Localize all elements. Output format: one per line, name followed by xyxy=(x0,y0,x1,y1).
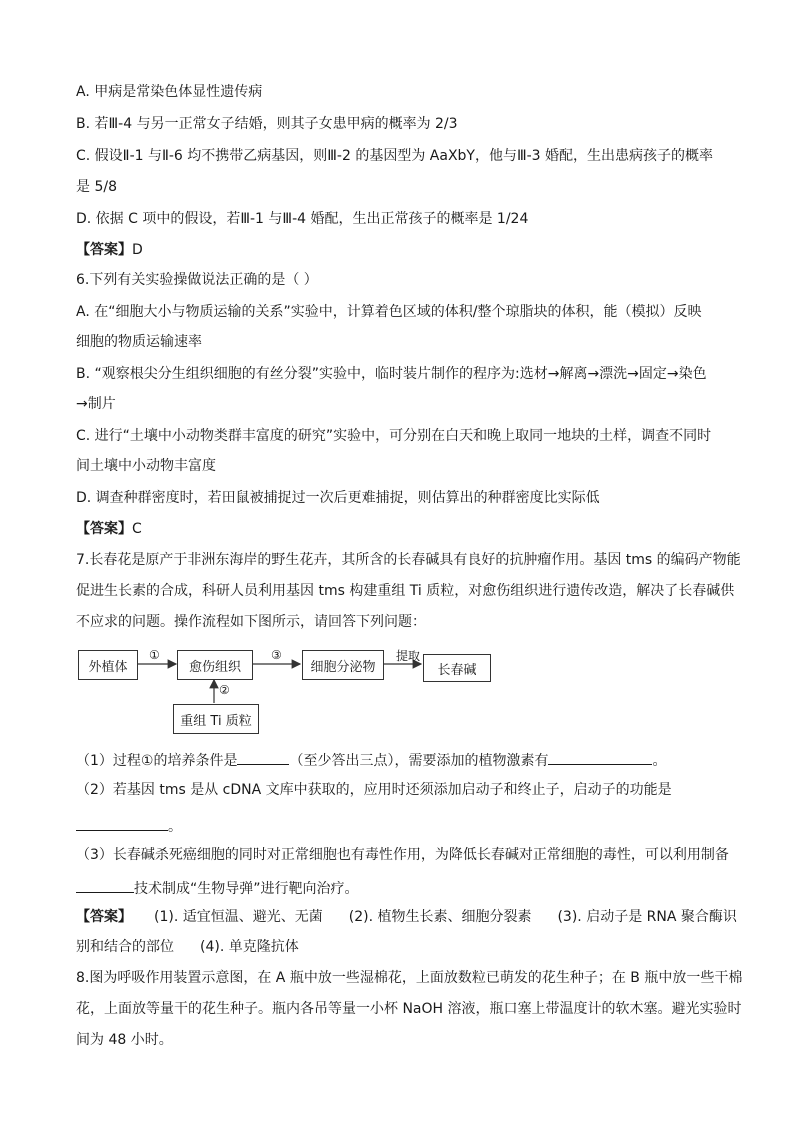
q6-option-d: D. 调查种群密度时，若田鼠被捕捉过一次后更难捕捉，则估算出的种群密度比实际低 xyxy=(76,490,600,506)
q7-answer-3a: (3). 启动子是 RNA 聚合酶识 xyxy=(557,909,737,925)
q7-answer-1: (1). 适宜恒温、避光、无菌 xyxy=(154,909,323,925)
q7-answer-3b: 别和结合的部位 xyxy=(76,939,174,955)
q7-sub3-end: 技术制成“生物导弹”进行靶向治疗。 xyxy=(134,881,359,897)
box-ti-plasmid: 重组 Ti 质粒 xyxy=(173,704,259,734)
step-label-1: ① xyxy=(149,648,160,662)
q8-line1: 8.图为呼吸作用装置示意图，在 A 瓶中放一些湿棉花，上面放数粒已萌发的花生种子；在 B 瓶中放一些干棉 xyxy=(76,970,743,986)
step-label-3: ③ xyxy=(271,648,282,662)
q7-sub1-part-b: （至少答出三点），需要添加的植物激素有 xyxy=(289,753,549,769)
answer-label: 【答案】 xyxy=(76,909,132,925)
q5-option-a: A. 甲病是常染色体显性遗传病 xyxy=(76,84,263,100)
q7-answer-4: (4). 单克隆抗体 xyxy=(200,939,299,955)
q5-option-c-line2: 是 5/8 xyxy=(76,179,117,195)
step-label-2: ② xyxy=(219,683,230,697)
box-explant: 外植体 xyxy=(78,650,138,680)
answer-label: 【答案】 xyxy=(76,242,132,258)
q7-answer-line2 xyxy=(76,937,299,957)
q5-option-d: D. 依据 C 项中的假设，若Ⅲ-1 与Ⅲ-4 婚配，生出正常孩子的概率是 1/24 xyxy=(76,211,529,227)
answer-value: C xyxy=(132,521,142,537)
answer-blank[interactable] xyxy=(76,814,168,831)
answer-blank[interactable] xyxy=(76,876,134,893)
q7-sub1-part-c: 。 xyxy=(652,753,667,769)
q7-stem-line1: 7.长春花是原产于非洲东海岸的野生花卉，其所含的长春碱具有良好的抗肿瘤作用。基因 tms 的编码产物能 xyxy=(76,552,741,568)
answer-blank[interactable] xyxy=(237,748,289,765)
q6-option-b-line2: →制片 xyxy=(76,396,116,412)
answer-blank[interactable] xyxy=(548,748,652,765)
q6-option-c-line1: C. 进行“土壤中小动物类群丰富度的研究”实验中，可分别在白天和晚上取同一地块的土样，调查不同时 xyxy=(76,428,712,444)
q6-option-c-line2: 间土壤中小动物丰富度 xyxy=(76,458,216,474)
q6-option-a-line2: 细胞的物质运输速率 xyxy=(76,334,202,350)
q8-line3: 间为 48 小时。 xyxy=(76,1032,173,1048)
q7-sub2-line2 xyxy=(76,814,182,837)
q7-stem-line3: 不应求的问题。操作流程如下图所示，请回答下列问题： xyxy=(76,614,426,630)
q7-answer-2: (2). 植物生长素、细胞分裂素 xyxy=(348,909,532,925)
answer-value: D xyxy=(132,242,143,258)
q5-option-b: B. 若Ⅲ-4 与另一正常女子结婚，则其子女患甲病的概率为 2/3 xyxy=(76,116,458,132)
q7-sub1 xyxy=(76,748,666,771)
box-secretion: 细胞分泌物 xyxy=(302,650,384,680)
q5-option-c-line1: C. 假设Ⅱ-1 与Ⅱ-6 均不携带乙病基因，则Ⅲ-2 的基因型为 AaXbY，他与Ⅲ-3 婚配，生出患病孩子的概率 xyxy=(76,148,714,164)
q6-stem: 6.下列有关实验操做说法正确的是（ ） xyxy=(76,272,318,288)
q7-stem-line2: 促进生长素的合成，科研人员利用基因 tms 构建重组 Ti 质粒，对愈伤组织进行遗传改造，解决了长春碱供 xyxy=(76,583,735,599)
q7-sub2-end: 。 xyxy=(168,819,182,835)
q7-answer-line1 xyxy=(76,907,737,927)
q6-option-a-line1: A. 在“细胞大小与物质运输的关系”实验中，计算着色区域的体积/整个琼脂块的体积，能（模拟）反映 xyxy=(76,304,702,320)
step-label-extract: 提取 xyxy=(396,649,421,663)
box-callus: 愈伤组织 xyxy=(177,650,253,680)
q8-line2: 花，上面放等量干的花生种子。瓶内各吊等量一小杯 NaOH 溶液，瓶口塞上带温度计的软木塞。避光实验时 xyxy=(76,1001,742,1017)
q7-sub3-line1: （3）长春碱杀死癌细胞的同时对正常细胞也有毒性作用，为降低长春碱对正常细胞的毒性，可以利用制备 xyxy=(76,847,729,863)
q7-sub2-line1: （2）若基因 tms 是从 cDNA 文库中获取的，应用时还须添加启动子和终止子，启动子的功能是 xyxy=(76,782,672,798)
q7-sub3-line2 xyxy=(76,876,359,899)
q6-option-b-line1: B. “观察根尖分生组织细胞的有丝分裂”实验中，临时装片制作的程序为:选材→解离→漂洗→固定→染色 xyxy=(76,366,707,382)
box-vinblastine: 长春碱 xyxy=(423,654,491,682)
q7-sub1-part-a: （1）过程①的培养条件是 xyxy=(76,753,238,769)
answer-label: 【答案】 xyxy=(76,521,132,537)
